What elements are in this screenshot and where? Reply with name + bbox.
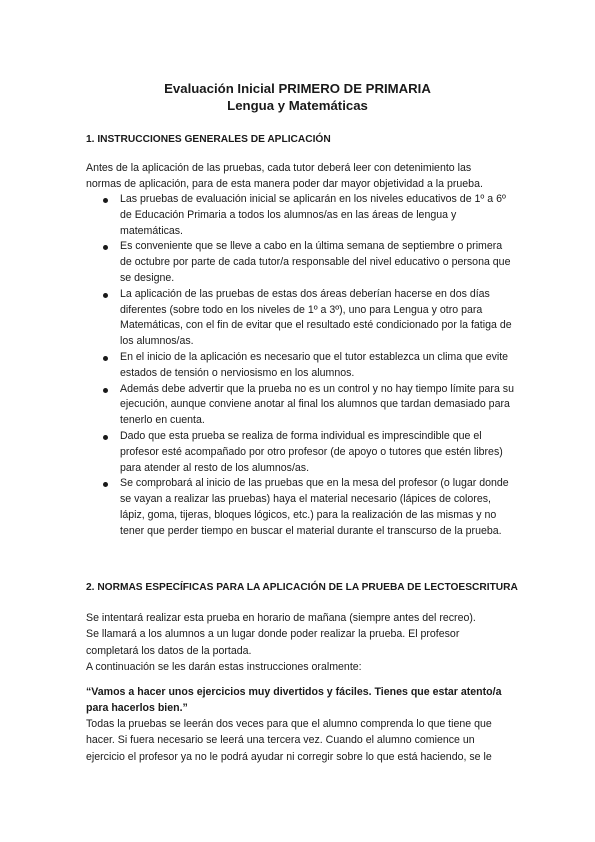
list-item-text: Dado que esta prueba se realiza de forma individual es imprescindible que el profesor esté acompañado por otro profesor (de apoyo o tutores que estén libres) para atender al resto de los alumnos/as. [120,429,503,474]
list-item-text: Además debe advertir que la prueba no es un control y no hay tiempo límite para su ejecución, aunque conviene anotar al final los alumnos que tardan demasiado para tenerlo en cuenta. [120,382,514,427]
oral-instruction-quote [86,684,516,717]
bullet-icon [103,388,108,393]
list-item [86,192,516,239]
list-item-text: Las pruebas de evaluación inicial se aplicarán en los niveles educativos de 1º a 6º de Educación Primaria a todos los alumnos/as en las áreas de lengua y matemáticas. [120,193,506,237]
section-2-line-1: Se intentará realizar esta prueba en horario de mañana (siempre antes del recreo). [86,612,476,624]
bullet-icon [103,293,108,298]
section-2-heading: 2. NORMAS ESPECÍFICAS PARA LA APLICACIÓN DE LA PRUEBA DE LECTOESCRITURA [86,582,518,593]
section-1-intro [86,160,516,193]
instructions-list [86,192,516,540]
intro-line-2: normas de aplicación, para de esta manera poder dar mayor objetividad a la prueba. [86,178,483,191]
intro-line-1: Antes de la aplicación de las pruebas, cada tutor deberá leer con detenimiento las [86,162,472,174]
list-item [86,382,516,429]
list-item [86,429,516,476]
title-line-1: Evaluación Inicial PRIMERO DE PRIMARIA [164,81,431,96]
section-2-line-4: A continuación se les darán estas instrucciones oralmente: [86,661,362,674]
list-item-text: La aplicación de las pruebas de estas dos áreas deberían hacerse en dos días diferentes (sobre todo en los niveles de 1º a 3º), uno para Lengua y otro para Matemáticas, con el fin de evitar que el resultado esté condicionado por la fatiga de los alumnos/as. [120,287,512,348]
document-title [0,80,595,114]
section-2-body [86,716,516,765]
list-item-text: Es conveniente que se lleve a cabo en la última semana de septiembre o primera de octubre por parte de cada tutor/a responsable del nivel educativo o persona que se designe. [120,240,511,284]
list-item [86,350,516,382]
bullet-icon [103,198,108,203]
bullet-icon [103,435,108,440]
quote-line-1: “Vamos a hacer unos ejercicios muy divertidos y fáciles. Tienes que estar atento/a [86,686,502,698]
title-line-2: Lengua y Matemáticas [227,98,368,113]
bullet-icon [103,482,108,487]
body-line-3: ejercicio el profesor ya no le podrá ayudar ni corregir sobre lo que está haciendo, se le [86,750,492,763]
list-item [86,287,516,350]
list-item [86,239,516,286]
body-line-2: hacer. Si fuera necesario se leerá una tercera vez. Cuando el alumno comience un [86,734,475,747]
quote-line-2: para hacerlos bien.” [86,702,188,715]
section-1-heading: 1. INSTRUCCIONES GENERALES DE APLICACIÓN [86,134,331,145]
list-item-text: En el inicio de la aplicación es necesario que el tutor establezca un clima que evite estados de tensión o nerviosismo en los alumnos. [120,350,509,379]
body-line-1: Todas la pruebas se leerán dos veces para que el alumno comprenda lo que tiene que [86,718,492,730]
bullet-icon [103,245,108,250]
section-2-intro [86,610,516,676]
section-2-line-3: completará los datos de la portada. [86,644,252,657]
list-item-text: Se comprobará al inicio de las pruebas que en la mesa del profesor (o lugar donde se vayan a realizar las pruebas) haya el material necesario (lápices de colores, lápiz, goma, tijeras, bloques lógicos, etc.) para la realización de las mismas y no tener que perder tiempo en buscar el material durante el transcurso de la prueba. [120,477,509,537]
section-2-line-2: Se llamará a los alumnos a un lugar donde poder realizar la prueba. El profesor [86,628,460,641]
bullet-icon [103,356,108,361]
list-item [86,476,516,539]
